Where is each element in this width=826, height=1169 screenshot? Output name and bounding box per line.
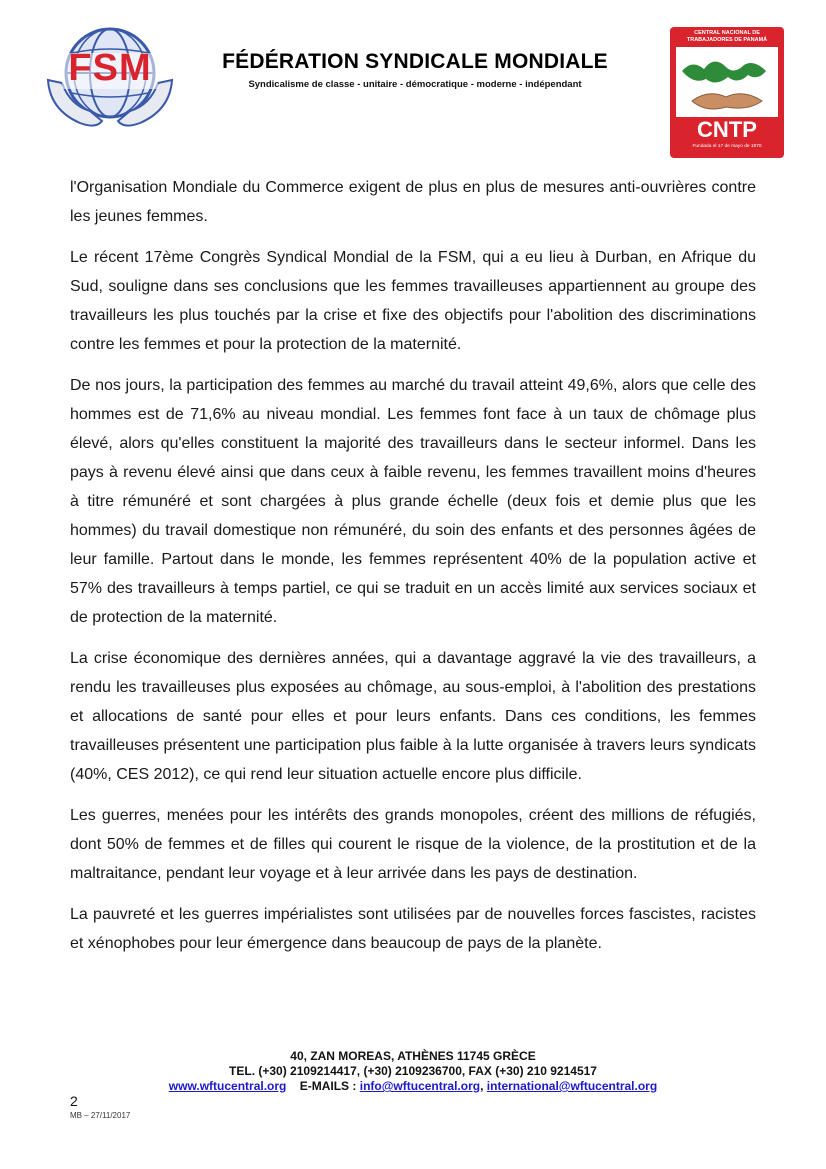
- document-reference: MB – 27/11/2017: [70, 1111, 131, 1120]
- page-footer: [70, 1049, 756, 1094]
- email-separator: ,: [480, 1079, 484, 1093]
- paragraph: l'Organisation Mondiale du Commerce exigent de plus en plus de mesures anti-ouvrières contre les jeunes femmes.: [70, 179, 756, 225]
- cntp-bottom-text: Fundada el 17 de mayo de 1970: [692, 144, 762, 149]
- website-link[interactable]: www.wftucentral.org: [168, 1079, 287, 1093]
- footer-contacts: [70, 1079, 756, 1094]
- footer-phones: TEL. (+30) 2109214417, (+30) 2109236700, FAX (+30) 210 9214517: [229, 1064, 597, 1078]
- page-subtitle: Syndicalisme de classe - unitaire - démocratique - moderne - indépendant: [248, 79, 582, 90]
- paragraph: La pauvreté et les guerres impérialistes sont utilisées par de nouvelles forces fascistes, racistes et xénophobes pour leur émergence dans beaucoup de pays de la planète.: [70, 906, 756, 952]
- email-info-link[interactable]: info@wftucentral.org: [359, 1079, 481, 1093]
- document-body: [70, 173, 756, 970]
- fsm-logo-text: FSM: [68, 47, 152, 89]
- footer-address: 40, ZAN MOREAS, ATHÈNES 11745 GRÈCE: [290, 1049, 536, 1063]
- paragraph: La crise économique des dernières années, qui a davantage aggravé la vie des travailleurs, a rendu les travailleuses plus exposées au chômage, au sous-emploi, à l'abolition des prestations et allocations de santé pour elles et pour leurs enfants. Dans ces conditions, les femmes travailleuses présentent une participation plus faible à la lutte organisée à travers leurs syndicats (40%, CES 2012), ce qui rend leur situation actuelle encore plus difficile.: [70, 650, 756, 783]
- cntp-top-text-line2: TRABAJADORES DE PANAMÁ: [686, 37, 768, 43]
- page-number: 2: [70, 1093, 78, 1109]
- paragraph: De nos jours, la participation des femmes au marché du travail atteint 49,6%, alors que celle des hommes est de 71,6% au niveau mondial. Les femmes font face à un taux de chômage plus élevé, alors qu'elles constituent la majorité des travailleurs dans le secteur informel. Dans les pays à revenu élevé ainsi que dans ceux à faible revenu, les femmes travaillent moins d'heures à titre rémunéré et sont chargées à plus grande échelle (deux fois et demie plus que les hommes) du travail domestique non rémunéré, du soin des enfants et des personnes âgées de leur famille. Partout dans le monde, les femmes représentent 40% de la population active et 57% des travailleurs à temps partiel, ce qui se traduit en un accès limité aux services sociaux et de protection de la maternité.: [70, 377, 756, 626]
- cntp-logo: [668, 25, 786, 160]
- page-title: FÉDÉRATION SYNDICALE MONDIALE: [222, 50, 608, 73]
- cntp-acronym: CNTP: [697, 117, 757, 142]
- fsm-logo: [40, 25, 180, 130]
- paragraph: Les guerres, menées pour les intérêts des grands monopoles, créent des millions de réfugiés, dont 50% de femmes et de filles qui courent le risque de la violence, de la prostitution et de la maltraitance, pendant leur voyage et à leur arrivée dans les pays de destination.: [70, 807, 756, 882]
- paragraph: Le récent 17ème Congrès Syndical Mondial de la FSM, qui a eu lieu à Durban, en Afrique du Sud, souligne dans ses conclusions que les femmes travailleuses appartiennent au groupe des travailleurs les plus touchés par la crise et fixe des objectifs pour l'abolition des discriminations contre les femmes et pour la protection de la maternité.: [70, 249, 756, 353]
- emails-label: E-MAILS :: [299, 1079, 357, 1093]
- email-international-link[interactable]: international@wftucentral.org: [486, 1079, 658, 1093]
- cntp-top-text-line1: CENTRAL NACIONAL DE: [694, 30, 760, 36]
